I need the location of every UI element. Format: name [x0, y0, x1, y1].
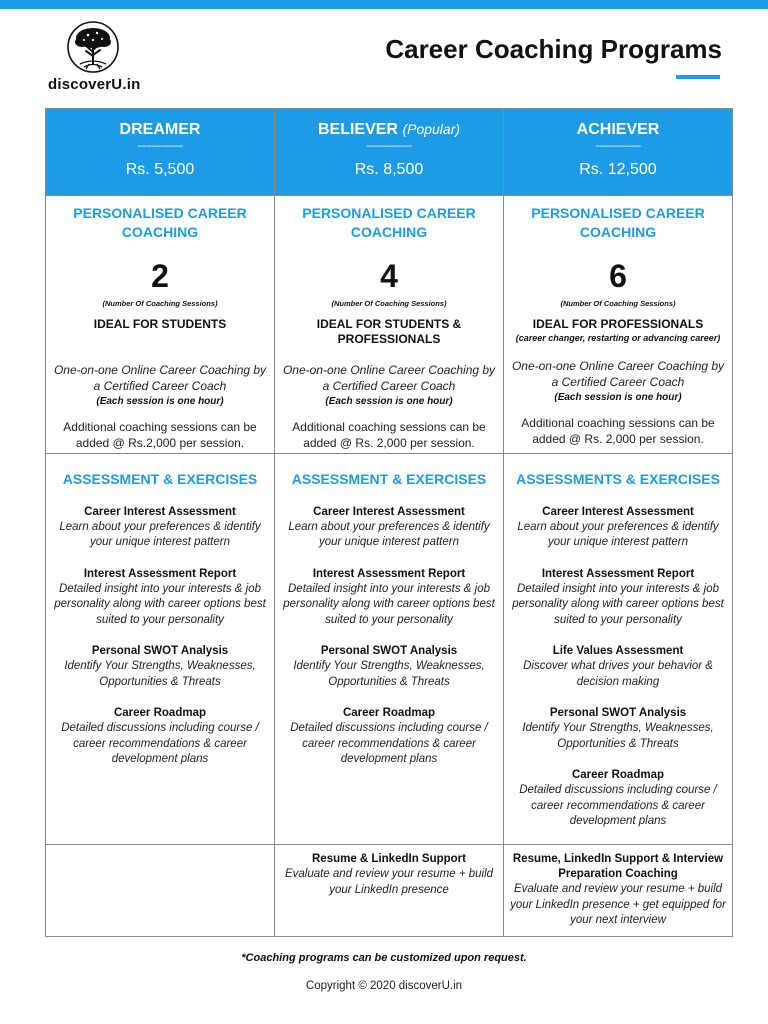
assessment-desc: Detailed discussions including course / career recommendations & career development plans: [61, 722, 259, 765]
coaching-cell-dreamer: [46, 196, 275, 454]
assessment-title: Interest Assessment Report: [83, 567, 237, 580]
assessment-item: [51, 644, 269, 690]
plan-header-believer: [275, 109, 504, 196]
assessment-item: [509, 505, 727, 551]
assessment-item: [51, 706, 269, 768]
assessment-desc: Detailed insight into your interests & job personality along with career options best suited to your personality: [54, 582, 266, 626]
assessment-desc: Identify Your Strengths, Weaknesses, Opportunities & Threats: [64, 660, 256, 688]
header-divider: ----------------: [137, 141, 183, 152]
ideal-for: IDEAL FOR STUDENTS & PROFESSIONALS: [316, 317, 462, 346]
assessment-item: [509, 567, 727, 629]
plan-name: ACHIEVER: [576, 121, 660, 138]
assessment-title: Personal SWOT Analysis: [320, 645, 458, 657]
assessment-row: [46, 454, 733, 845]
assessment-heading: ASSESSMENT & EXERCISES: [291, 471, 487, 487]
assessment-desc: Learn about your preferences & identify your unique interest pattern: [288, 520, 490, 548]
additional-sessions-note: Additional coaching sessions can be added @ Rs. 2,000 per session.: [521, 416, 715, 446]
coaching-cell-achiever: [504, 196, 733, 454]
copyright-notice: Copyright © 2020 discoverU.in: [305, 980, 463, 992]
session-count-note: (Number Of Coaching Sessions): [331, 299, 447, 308]
additional-sessions-note: Additional coaching sessions can be added @ Rs. 2,000 per session.: [292, 420, 486, 450]
assessment-cell-believer: [275, 454, 504, 845]
assessment-title: Interest Assessment Report: [312, 567, 466, 580]
session-duration-note: (Each session is one hour): [554, 392, 682, 403]
resume-support-row: [46, 845, 733, 937]
top-accent-bar: [0, 0, 768, 9]
assessment-title: Life Values Assessment: [552, 645, 684, 657]
coaching-row: [46, 196, 733, 454]
header-divider: ----------------: [366, 141, 412, 152]
plan-price: Rs. 12,500: [579, 161, 657, 178]
plans-comparison-table: [45, 108, 733, 937]
brand-logo[interactable]: [48, 20, 141, 93]
brand-name: discoverU.in: [48, 76, 141, 93]
assessment-title: Career Roadmap: [571, 769, 665, 781]
extra-service-desc: Evaluate and review your resume + build your LinkedIn presence + get equipped for your next interview: [510, 883, 726, 926]
session-count-note: (Number Of Coaching Sessions): [102, 299, 218, 308]
assessment-item: [509, 768, 727, 830]
ideal-for-detail: (career changer, restarting or advancing career): [515, 333, 721, 343]
assessment-item: [509, 706, 727, 752]
assessment-title: Career Interest Assessment: [313, 505, 465, 518]
assessment-item: [280, 567, 498, 629]
coaching-heading: PERSONALISED CAREER COACHING: [73, 205, 247, 240]
resume-cell-dreamer: [46, 845, 275, 937]
assessment-item: [280, 644, 498, 690]
assessment-desc: Identify Your Strengths, Weaknesses, Opportunities & Threats: [522, 722, 714, 750]
coaching-description: One-on-one Online Career Coaching by a Certified Career Coach: [511, 359, 725, 389]
assessment-desc: Detailed discussions including course / career recommendations & career development plans: [290, 722, 488, 765]
assessment-item: [51, 567, 269, 629]
assessment-title: Career Roadmap: [113, 707, 207, 719]
assessment-cell-dreamer: [46, 454, 275, 845]
assessment-desc: Learn about your preferences & identify your unique interest pattern: [517, 520, 719, 548]
assessment-title: Personal SWOT Analysis: [91, 645, 229, 657]
coaching-description: One-on-one Online Career Coaching by a Certified Career Coach: [282, 363, 496, 393]
extra-service-desc: Evaluate and review your resume + build your LinkedIn presence: [284, 868, 494, 896]
plan-price: Rs. 8,500: [354, 161, 424, 178]
assessment-title: Career Interest Assessment: [542, 505, 694, 518]
extra-service-title: Resume, LinkedIn Support & Interview Preparation Coaching: [512, 853, 724, 880]
header-divider: ----------------: [595, 141, 641, 152]
resume-cell-believer: [275, 845, 504, 937]
session-count: 2: [151, 258, 169, 294]
assessment-desc: Identify Your Strengths, Weaknesses, Opportunities & Threats: [293, 660, 485, 688]
page-title: Career Coaching Programs: [385, 34, 722, 64]
plan-price: Rs. 5,500: [125, 161, 195, 178]
plan-header-achiever: [504, 109, 733, 196]
extra-service-title: Resume & LinkedIn Support: [312, 853, 466, 865]
assessment-desc: Detailed insight into your interests & job personality along with career options best suited to your personality: [283, 582, 495, 626]
popular-tag: (Popular): [402, 121, 461, 137]
assessment-desc: Discover what drives your behavior & decision making: [523, 660, 713, 688]
session-count-note: (Number Of Coaching Sessions): [560, 299, 676, 308]
tree-of-life-logo-icon: [62, 20, 124, 74]
ideal-for: IDEAL FOR STUDENTS: [93, 317, 227, 331]
assessment-item: [51, 505, 269, 551]
plan-name: DREAMER: [119, 121, 201, 138]
assessment-item: [280, 505, 498, 551]
assessment-heading: ASSESSMENTS & EXERCISES: [516, 471, 720, 487]
assessment-desc: Detailed discussions including course / career recommendations & career development plans: [519, 784, 717, 827]
assessment-cell-achiever: [504, 454, 733, 845]
assessment-heading: ASSESSMENT & EXERCISES: [62, 471, 258, 487]
plan-header-row: [46, 109, 733, 196]
plan-name: BELIEVER (Popular): [317, 121, 461, 138]
assessment-desc: Detailed insight into your interests & job personality along with career options best suited to your personality: [512, 582, 724, 626]
title-underline: [676, 75, 720, 79]
session-count: 4: [380, 258, 398, 294]
customization-footnote: *Coaching programs can be customized upon request.: [241, 952, 527, 964]
additional-sessions-note: Additional coaching sessions can be added @ Rs.2,000 per session.: [63, 420, 257, 450]
assessment-title: Personal SWOT Analysis: [549, 707, 687, 719]
session-duration-note: (Each session is one hour): [96, 396, 224, 407]
assessment-item: [509, 644, 727, 690]
resume-cell-achiever: [504, 845, 733, 937]
assessment-item: [280, 706, 498, 768]
coaching-heading: PERSONALISED CAREER COACHING: [302, 205, 476, 240]
assessment-title: Career Interest Assessment: [84, 505, 236, 518]
assessment-title: Interest Assessment Report: [541, 567, 695, 580]
session-count: 6: [609, 258, 627, 294]
session-duration-note: (Each session is one hour): [325, 396, 453, 407]
coaching-heading: PERSONALISED CAREER COACHING: [531, 205, 705, 240]
coaching-cell-believer: [275, 196, 504, 454]
ideal-for: IDEAL FOR PROFESSIONALS: [532, 317, 704, 331]
assessment-title: Career Roadmap: [342, 707, 436, 719]
coaching-description: One-on-one Online Career Coaching by a Certified Career Coach: [53, 363, 267, 393]
plan-header-dreamer: [46, 109, 275, 196]
assessment-desc: Learn about your preferences & identify your unique interest pattern: [59, 520, 261, 548]
